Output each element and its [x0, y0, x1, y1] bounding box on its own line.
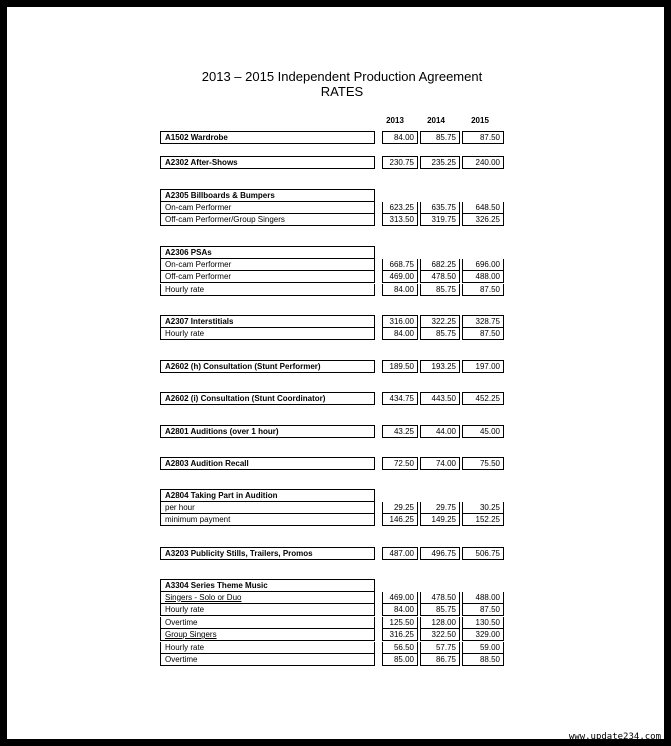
- rate-value-2015: 75.50: [462, 457, 504, 470]
- row-label: A2803 Audition Recall: [160, 457, 375, 470]
- row-label: A2305 Billboards & Bumpers: [160, 189, 375, 202]
- row-label: A3304 Series Theme Music: [160, 579, 375, 592]
- year-header-2015: 2015: [471, 116, 489, 125]
- rate-value-2014: 44.00: [420, 425, 460, 438]
- year-header-2013: 2013: [386, 116, 404, 125]
- rate-value-2015: 45.00: [462, 425, 504, 438]
- rate-value-2014: 128.00: [420, 617, 460, 629]
- rate-value-2015: 326.25: [462, 214, 504, 226]
- rate-value-2014: 635.75: [420, 202, 460, 214]
- rate-value-2015: 87.50: [462, 604, 504, 616]
- rate-value-2015: 696.00: [462, 259, 504, 271]
- row-label: A3203 Publicity Stills, Trailers, Promos: [160, 547, 375, 560]
- rate-value-2015: 87.50: [462, 131, 504, 144]
- row-label: On-cam Performer: [160, 202, 375, 214]
- rate-value-2014: 85.75: [420, 328, 460, 340]
- rate-value-2014: 149.25: [420, 514, 460, 526]
- rate-value-2013: 469.00: [382, 592, 418, 604]
- rate-value-2015: 87.50: [462, 328, 504, 340]
- rate-value-2014: 443.50: [420, 392, 460, 405]
- rate-value-2013: 487.00: [382, 547, 418, 560]
- rate-value-2013: 668.75: [382, 259, 418, 271]
- rate-value-2014: 29.75: [420, 502, 460, 514]
- rate-value-2014: 74.00: [420, 457, 460, 470]
- row-label: Singers - Solo or Duo: [160, 592, 375, 604]
- rate-value-2015: 130.50: [462, 617, 504, 629]
- rate-value-2015: 329.00: [462, 629, 504, 641]
- row-label: Off-cam Performer: [160, 271, 375, 283]
- rate-value-2014: 85.75: [420, 604, 460, 616]
- row-label: A2306 PSAs: [160, 246, 375, 259]
- document-title: 2013 – 2015 Independent Production Agreement: [201, 69, 483, 84]
- rate-value-2014: 193.25: [420, 360, 460, 373]
- rate-value-2014: 322.50: [420, 629, 460, 641]
- rate-value-2013: 84.00: [382, 131, 418, 144]
- rate-value-2015: 328.75: [462, 315, 504, 328]
- row-label: per hour: [160, 502, 375, 514]
- row-label: minimum payment: [160, 514, 375, 526]
- rate-value-2013: 189.50: [382, 360, 418, 373]
- row-label: Hourly rate: [160, 642, 375, 654]
- rate-value-2013: 434.75: [382, 392, 418, 405]
- rate-value-2014: 319.75: [420, 214, 460, 226]
- row-label: A2602 (h) Consultation (Stunt Performer): [160, 360, 375, 373]
- rate-value-2013: 84.00: [382, 284, 418, 296]
- rate-value-2013: 56.50: [382, 642, 418, 654]
- rate-value-2014: 85.75: [420, 284, 460, 296]
- rate-value-2013: 84.00: [382, 328, 418, 340]
- rate-value-2013: 72.50: [382, 457, 418, 470]
- row-label: A2302 After-Shows: [160, 156, 375, 169]
- row-label: Hourly rate: [160, 328, 375, 340]
- rate-value-2013: 316.25: [382, 629, 418, 641]
- rate-value-2014: 86.75: [420, 654, 460, 666]
- row-label: Hourly rate: [160, 284, 375, 296]
- rate-value-2014: 322.25: [420, 315, 460, 328]
- rate-value-2015: 87.50: [462, 284, 504, 296]
- row-label: A2801 Auditions (over 1 hour): [160, 425, 375, 438]
- rate-value-2014: 478.50: [420, 592, 460, 604]
- rate-value-2013: 623.25: [382, 202, 418, 214]
- rate-value-2014: 235.25: [420, 156, 460, 169]
- rate-value-2015: 452.25: [462, 392, 504, 405]
- rate-value-2013: 84.00: [382, 604, 418, 616]
- rate-value-2015: 152.25: [462, 514, 504, 526]
- rate-value-2014: 478.50: [420, 271, 460, 283]
- rate-value-2014: 496.75: [420, 547, 460, 560]
- rate-value-2015: 240.00: [462, 156, 504, 169]
- rate-value-2015: 30.25: [462, 502, 504, 514]
- row-label: On-cam Performer: [160, 259, 375, 271]
- rate-value-2013: 125.50: [382, 617, 418, 629]
- rate-value-2015: 488.00: [462, 271, 504, 283]
- rate-value-2013: 230.75: [382, 156, 418, 169]
- rate-value-2013: 43.25: [382, 425, 418, 438]
- rate-value-2013: 469.00: [382, 271, 418, 283]
- rate-value-2013: 146.25: [382, 514, 418, 526]
- document-page: [7, 7, 664, 739]
- watermark: www.update234.com: [568, 732, 661, 742]
- year-header-2014: 2014: [427, 116, 445, 125]
- rate-value-2013: 85.00: [382, 654, 418, 666]
- row-label: A2602 (i) Consultation (Stunt Coordinator): [160, 392, 375, 405]
- rate-value-2015: 59.00: [462, 642, 504, 654]
- row-label: A1502 Wardrobe: [160, 131, 375, 144]
- rate-value-2014: 682.25: [420, 259, 460, 271]
- row-label: Group Singers: [160, 629, 375, 641]
- rate-value-2013: 313.50: [382, 214, 418, 226]
- rate-value-2015: 648.50: [462, 202, 504, 214]
- row-label: Overtime: [160, 654, 375, 666]
- rate-value-2015: 506.75: [462, 547, 504, 560]
- document-subtitle: RATES: [320, 84, 364, 99]
- row-label: A2804 Taking Part in Audition: [160, 489, 375, 502]
- rate-value-2014: 57.75: [420, 642, 460, 654]
- row-label: Hourly rate: [160, 604, 375, 616]
- row-label: Overtime: [160, 617, 375, 629]
- row-label: A2307 Interstitials: [160, 315, 375, 328]
- row-label: Off-cam Performer/Group Singers: [160, 214, 375, 226]
- rate-value-2015: 197.00: [462, 360, 504, 373]
- rate-value-2015: 488.00: [462, 592, 504, 604]
- rate-value-2013: 29.25: [382, 502, 418, 514]
- rate-value-2015: 88.50: [462, 654, 504, 666]
- rate-value-2014: 85.75: [420, 131, 460, 144]
- rate-value-2013: 316.00: [382, 315, 418, 328]
